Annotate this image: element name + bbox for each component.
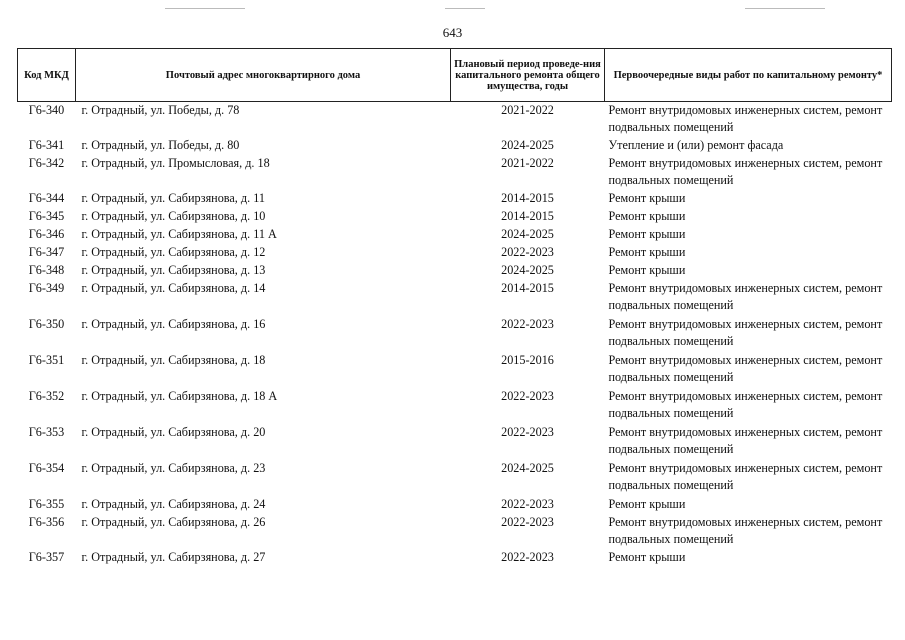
cell-period: 2014-2015 (501, 191, 554, 205)
header-works: Первоочередные виды работ по капитальному ремонту* (605, 49, 892, 102)
cell-works: Утепление и (или) ремонт фасада (608, 138, 784, 152)
table-row (18, 388, 892, 424)
cell-works: Ремонт крыши (608, 550, 686, 564)
table-row (18, 262, 892, 280)
cell-address: г. Отрадный, ул. Сабирзянова, д. 27 (81, 550, 266, 564)
table-row (18, 316, 892, 352)
cell-code: Г6-353 (28, 425, 65, 439)
cell-address: г. Отрадный, ул. Сабирзянова, д. 10 (81, 209, 266, 223)
cell-period: 2014-2015 (501, 209, 554, 223)
cell-code: Г6-349 (28, 281, 65, 295)
cell-code: Г6-348 (28, 263, 65, 277)
cell-address: г. Отрадный, ул. Сабирзянова, д. 11 А (81, 227, 277, 241)
cell-period: 2021-2022 (501, 103, 554, 117)
cell-works: Ремонт внутридомовых инженерных систем, ремонт подвальных помещений (608, 317, 883, 348)
cell-address: г. Отрадный, ул. Промысловая, д. 18 (81, 156, 270, 170)
cell-works: Ремонт крыши (608, 497, 686, 511)
table-row (18, 244, 892, 262)
cell-works: Ремонт внутридомовых инженерных систем, ремонт подвальных помещений (608, 353, 883, 384)
repair-plan-table (17, 48, 892, 567)
cell-period: 2022-2023 (501, 389, 554, 403)
cell-works: Ремонт внутридомовых инженерных систем, ремонт подвальных помещений (608, 389, 883, 420)
cell-address: г. Отрадный, ул. Сабирзянова, д. 18 (81, 353, 266, 367)
cell-code: Г6-342 (28, 156, 65, 170)
table-row (18, 190, 892, 208)
cell-period: 2022-2023 (501, 245, 554, 259)
table-row (18, 424, 892, 460)
cell-code: Г6-340 (28, 103, 65, 117)
table-row (18, 208, 892, 226)
cell-works: Ремонт крыши (608, 263, 686, 277)
scan-artifact-line (165, 8, 245, 9)
cell-code: Г6-347 (28, 245, 65, 259)
cell-address: г. Отрадный, ул. Победы, д. 78 (81, 103, 240, 117)
table-body (18, 102, 892, 568)
table-row (18, 280, 892, 316)
cell-period: 2021-2022 (501, 156, 554, 170)
cell-code: Г6-345 (28, 209, 65, 223)
cell-works: Ремонт внутридомовых инженерных систем, ремонт подвальных помещений (608, 103, 883, 134)
cell-period: 2022-2023 (501, 550, 554, 564)
cell-period: 2022-2023 (501, 425, 554, 439)
cell-code: Г6-356 (28, 515, 65, 529)
cell-address: г. Отрадный, ул. Сабирзянова, д. 12 (81, 245, 266, 259)
table-row (18, 155, 892, 190)
table-row (18, 460, 892, 496)
cell-code: Г6-357 (28, 550, 65, 564)
cell-address: г. Отрадный, ул. Сабирзянова, д. 24 (81, 497, 266, 511)
cell-code: Г6-344 (28, 191, 65, 205)
cell-period: 2015-2016 (501, 353, 554, 367)
cell-address: г. Отрадный, ул. Сабирзянова, д. 23 (81, 461, 266, 475)
cell-period: 2022-2023 (501, 497, 554, 511)
cell-code: Г6-351 (28, 353, 65, 367)
table-row (18, 549, 892, 567)
cell-code: Г6-350 (28, 317, 65, 331)
cell-works: Ремонт крыши (608, 209, 686, 223)
scan-artifact-line (745, 8, 825, 9)
header-address: Почтовый адрес многоквартирного дома (76, 49, 451, 102)
table-row (18, 102, 892, 138)
cell-address: г. Отрадный, ул. Сабирзянова, д. 13 (81, 263, 266, 277)
table-row (18, 496, 892, 514)
cell-code: Г6-341 (28, 138, 65, 152)
cell-period: 2024-2025 (501, 138, 554, 152)
cell-period: 2024-2025 (501, 263, 554, 277)
header-code: Код МКД (18, 49, 76, 102)
cell-works: Ремонт внутридомовых инженерных систем, ремонт подвальных помещений (608, 515, 883, 546)
cell-period: 2022-2023 (501, 317, 554, 331)
page-number: 643 (442, 25, 463, 40)
cell-works: Ремонт крыши (608, 191, 686, 205)
table-row (18, 352, 892, 388)
header-period: Плановый период проведе-ния капитального ремонта общего имущества, годы (451, 49, 605, 102)
cell-works: Ремонт крыши (608, 245, 686, 259)
cell-address: г. Отрадный, ул. Сабирзянова, д. 20 (81, 425, 266, 439)
cell-works: Ремонт внутридомовых инженерных систем, ремонт подвальных помещений (608, 425, 883, 456)
table-row (18, 226, 892, 244)
cell-works: Ремонт внутридомовых инженерных систем, ремонт подвальных помещений (608, 281, 883, 312)
cell-period: 2014-2015 (501, 281, 554, 295)
scan-artifact-line (445, 8, 485, 9)
cell-code: Г6-352 (28, 389, 65, 403)
cell-code: Г6-355 (28, 497, 65, 511)
cell-address: г. Отрадный, ул. Сабирзянова, д. 18 А (81, 389, 278, 403)
cell-works: Ремонт внутридомовых инженерных систем, ремонт подвальных помещений (608, 156, 883, 187)
cell-address: г. Отрадный, ул. Сабирзянова, д. 11 (81, 191, 265, 205)
cell-address: г. Отрадный, ул. Победы, д. 80 (81, 138, 240, 152)
cell-address: г. Отрадный, ул. Сабирзянова, д. 16 (81, 317, 266, 331)
cell-code: Г6-354 (28, 461, 65, 475)
cell-address: г. Отрадный, ул. Сабирзянова, д. 26 (81, 515, 266, 529)
cell-works: Ремонт внутридомовых инженерных систем, ремонт подвальных помещений (608, 461, 883, 492)
table-row (18, 137, 892, 155)
cell-works: Ремонт крыши (608, 227, 686, 241)
table-row (18, 514, 892, 549)
cell-period: 2024-2025 (501, 461, 554, 475)
table-header-row (18, 49, 892, 102)
cell-period: 2022-2023 (501, 515, 554, 529)
cell-code: Г6-346 (28, 227, 65, 241)
cell-address: г. Отрадный, ул. Сабирзянова, д. 14 (81, 281, 266, 295)
cell-period: 2024-2025 (501, 227, 554, 241)
